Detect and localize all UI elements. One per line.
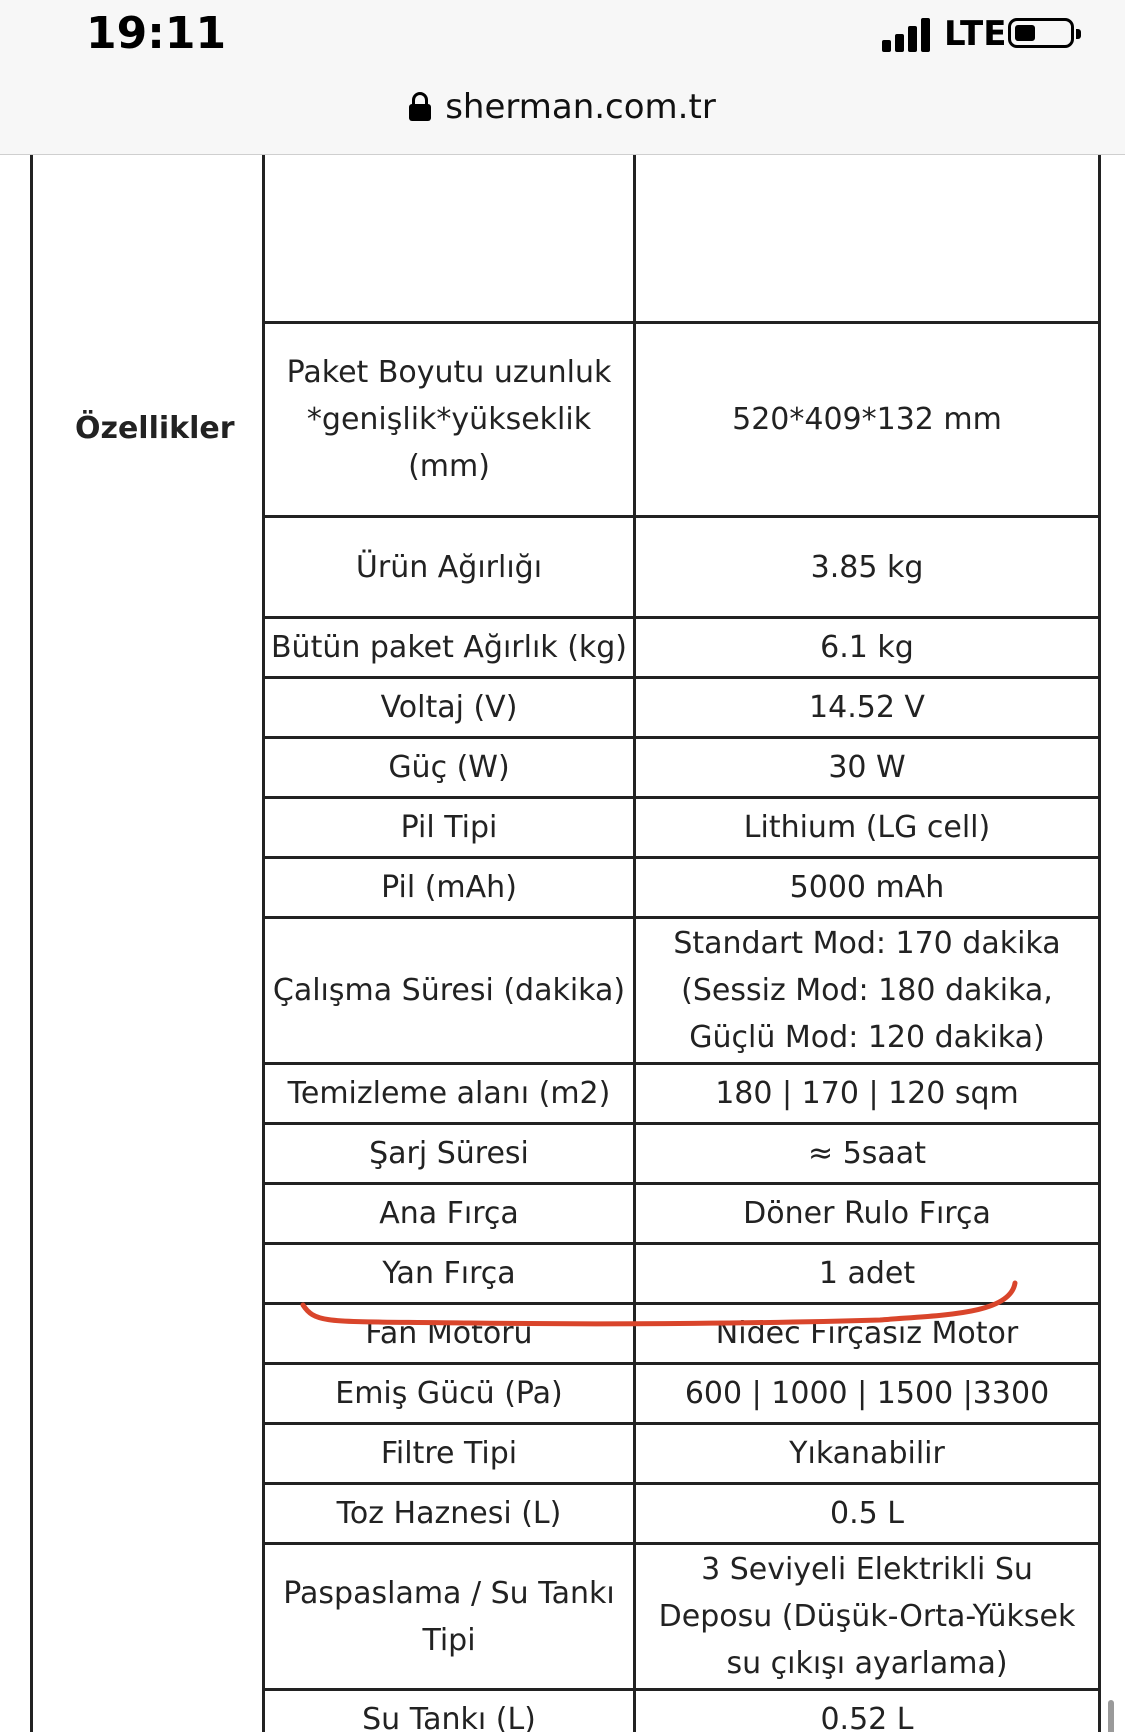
signal-strength-icon xyxy=(882,18,936,52)
spec-label: Paket Boyutu uzunluk *genişlik*yükseklik (mm) xyxy=(264,323,635,517)
spec-label: Pil (mAh) xyxy=(264,858,635,918)
spec-value: 14.52 V xyxy=(635,678,1100,738)
spec-value: 180 | 170 | 120 sqm xyxy=(635,1064,1100,1124)
spec-label: Emiş Gücü (Pa) xyxy=(264,1364,635,1424)
spec-value: Yıkanabilir xyxy=(635,1424,1100,1484)
spec-value: 1 adet xyxy=(635,1244,1100,1304)
spec-value: 0.52 L xyxy=(635,1690,1100,1732)
page-content xyxy=(0,155,1125,1732)
spec-label: Toz Haznesi (L) xyxy=(264,1484,635,1544)
address-bar[interactable] xyxy=(0,82,1125,132)
spec-label: Ana Fırça xyxy=(264,1184,635,1244)
spec-value: 520*409*132 mm xyxy=(635,323,1100,517)
spec-label: Filtre Tipi xyxy=(264,1424,635,1484)
spec-label: Voltaj (V) xyxy=(264,678,635,738)
spec-value: 30 W xyxy=(635,738,1100,798)
spec-value: 600 | 1000 | 1500 |3300 xyxy=(635,1364,1100,1424)
spec-label: Temizleme alanı (m2) xyxy=(264,1064,635,1124)
section-label: Özellikler xyxy=(75,411,235,446)
spec-label: Ürün Ağırlığı xyxy=(264,517,635,618)
spec-value: 6.1 kg xyxy=(635,618,1100,678)
spec-label: Pil Tipi xyxy=(264,798,635,858)
spec-label: Paspaslama / Su Tankı Tipi xyxy=(264,1544,635,1690)
spec-value: 5000 mAh xyxy=(635,858,1100,918)
spec-label: Şarj Süresi xyxy=(264,1124,635,1184)
network-type: LTE xyxy=(944,14,1007,54)
spec-value: Nidec Fırçasız Motor xyxy=(635,1304,1100,1364)
hand-drawn-underline xyxy=(0,155,1125,1732)
spec-label: Güç (W) xyxy=(264,738,635,798)
scroll-indicator[interactable] xyxy=(1108,1700,1114,1732)
spec-value: 3 Seviyeli Elektrikli Su Deposu (Düşük-Orta-Yüksek su çıkışı ayarlama) xyxy=(635,1544,1100,1690)
spec-value: Döner Rulo Fırça xyxy=(635,1184,1100,1244)
spec-label: Yan Fırça xyxy=(264,1244,635,1304)
spec-value: Lithium (LG cell) xyxy=(635,798,1100,858)
clock: 19:11 xyxy=(86,8,227,59)
spec-value: 3.85 kg xyxy=(635,517,1100,618)
url-text[interactable]: sherman.com.tr xyxy=(445,87,716,127)
spec-label: Çalışma Süresi (dakika) xyxy=(264,918,635,1064)
status-bar xyxy=(0,0,1125,155)
spec-label: Su Tankı (L) xyxy=(264,1690,635,1732)
spec-value: ≈ 5saat xyxy=(635,1124,1100,1184)
spec-value: Standart Mod: 170 dakika (Sessiz Mod: 180 dakika, Güçlü Mod: 120 dakika) xyxy=(635,918,1100,1064)
spec-label: Fan Motoru xyxy=(264,1304,635,1364)
spec-label: Bütün paket Ağırlık (kg) xyxy=(264,618,635,678)
spec-value: 0.5 L xyxy=(635,1484,1100,1544)
battery-icon xyxy=(1008,18,1074,48)
lock-icon xyxy=(409,92,431,122)
